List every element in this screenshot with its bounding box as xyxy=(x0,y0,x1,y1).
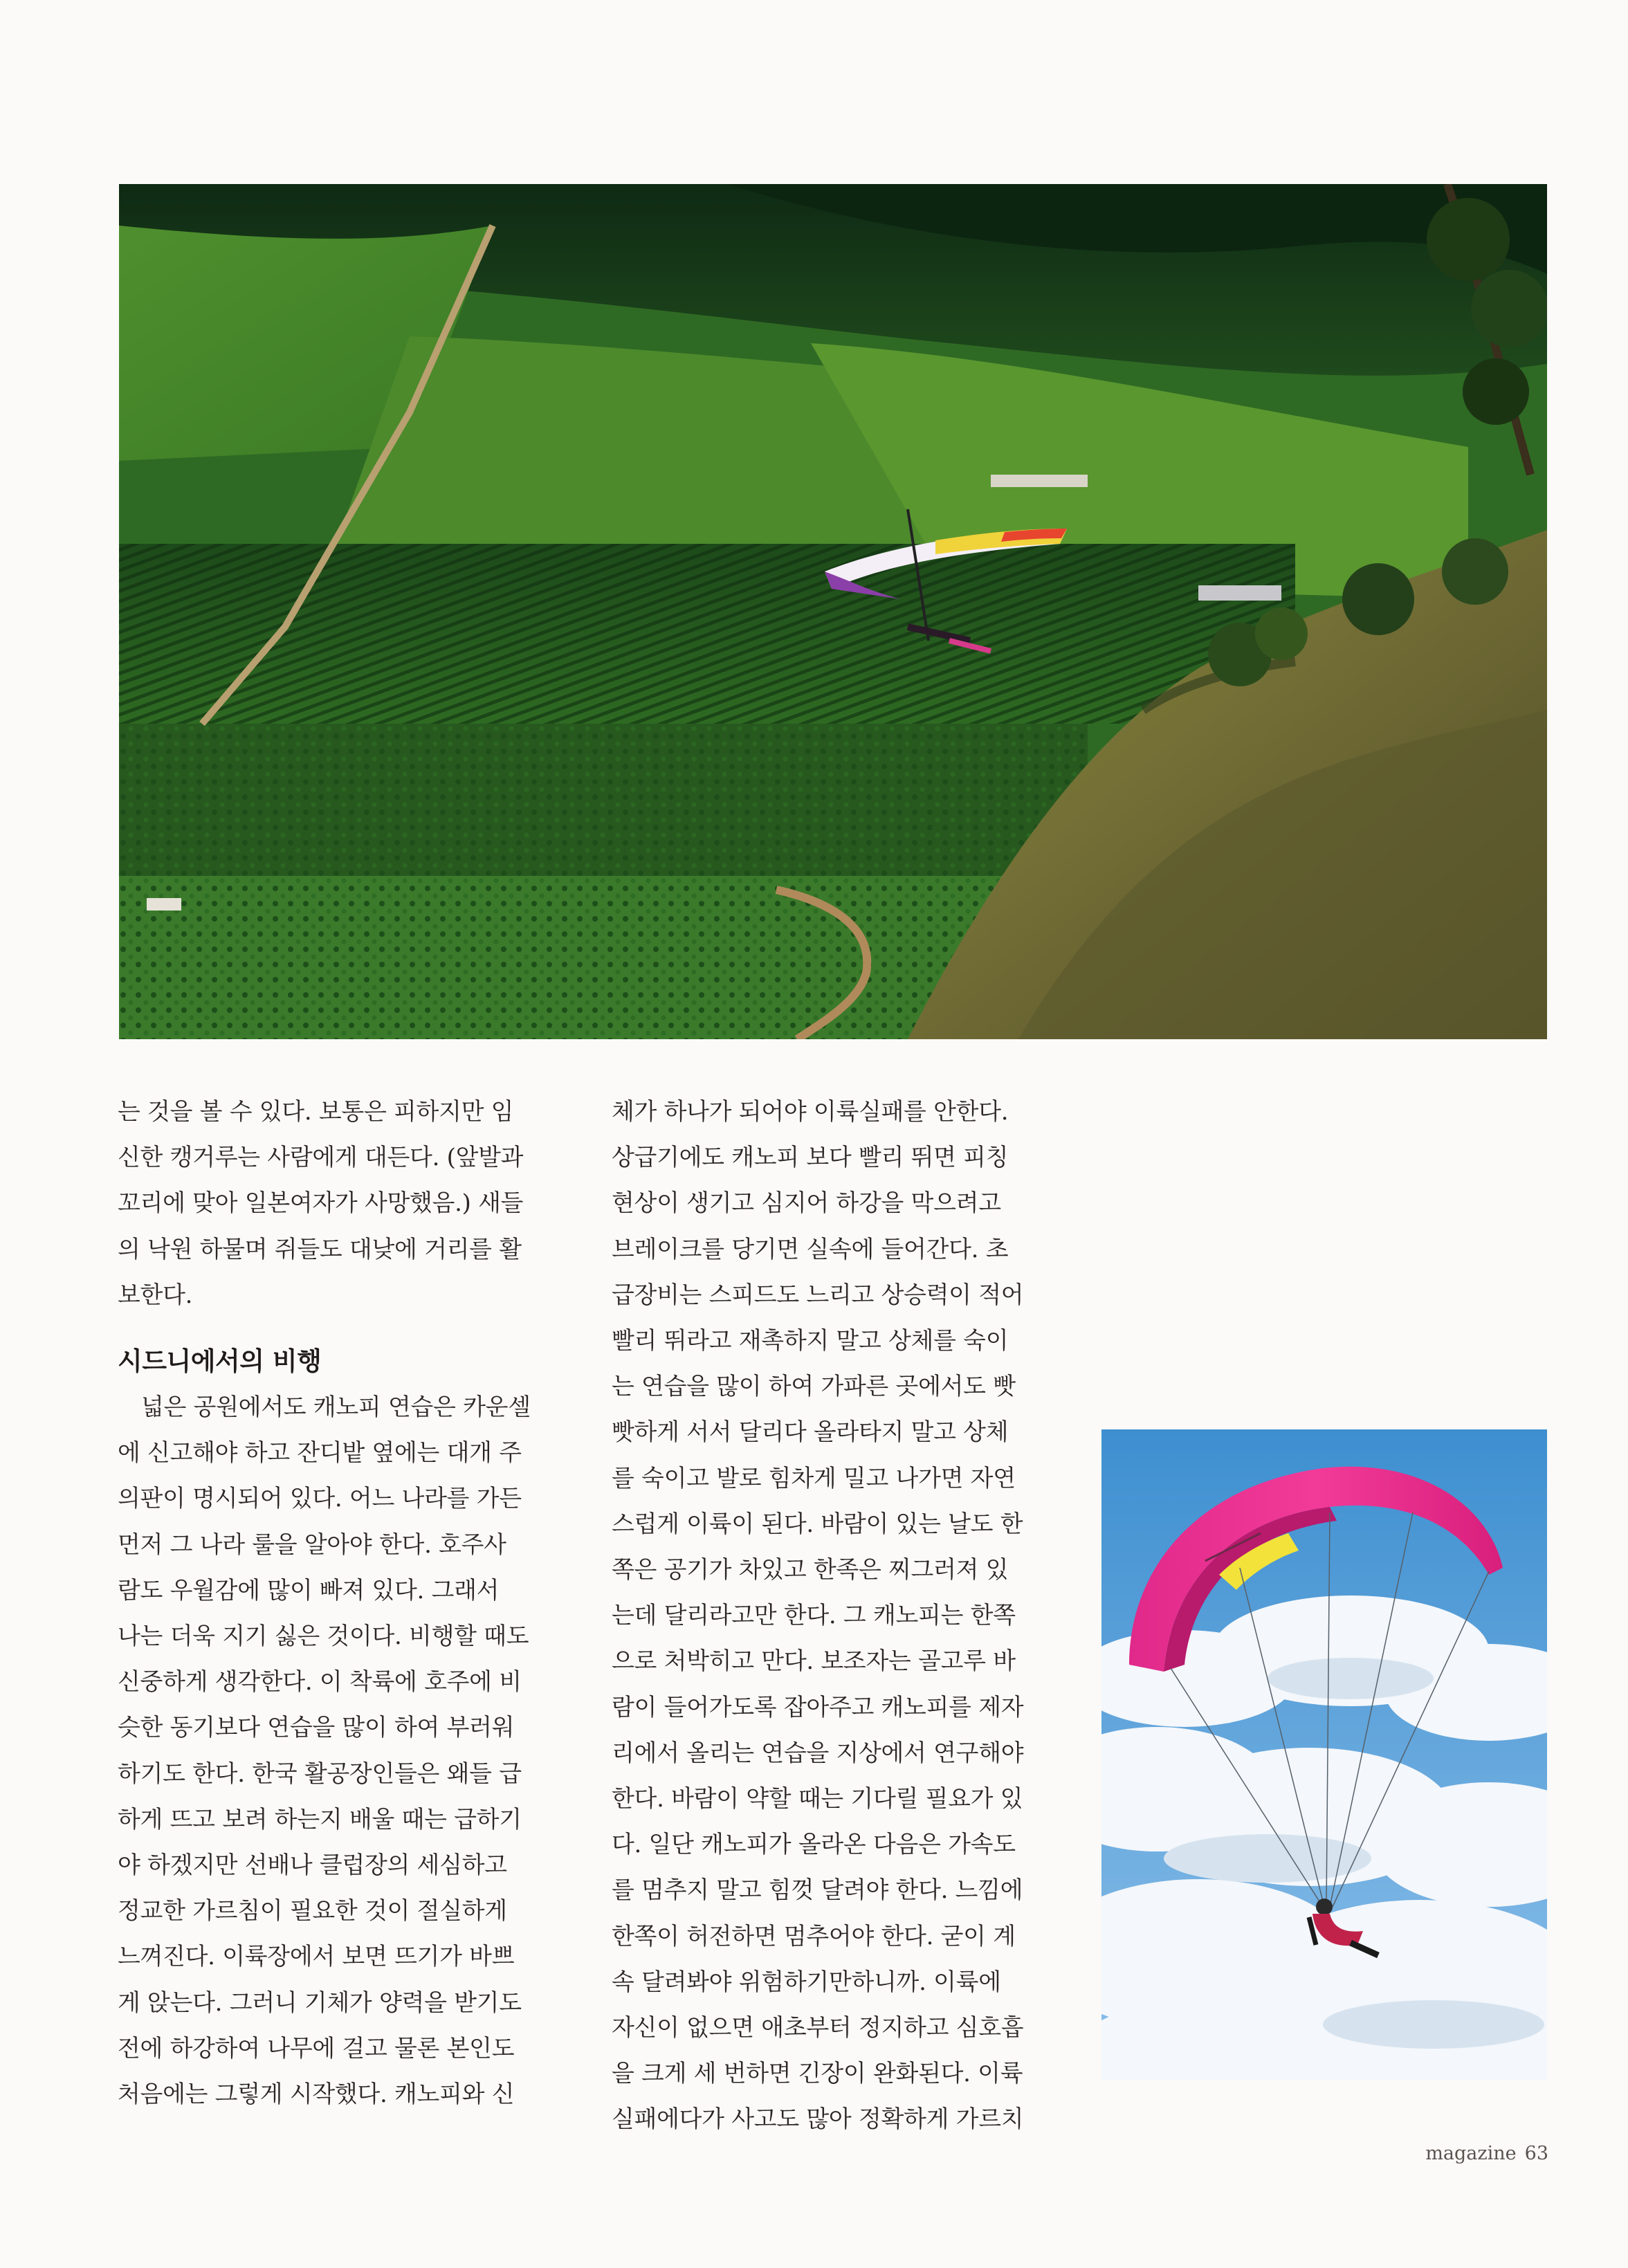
text-column-middle xyxy=(612,1089,1054,2143)
text-column-left xyxy=(118,1089,560,2117)
section-heading: 시드니에서의 비행 xyxy=(118,1346,322,1377)
hang-glider-valley-photo xyxy=(119,184,1547,1039)
body-paragraph: 는 것을 볼 수 있다. 보통은 피하지만 임 신한 캥거루는 사람에게 대든다. (앞발과 꼬리에 맞아 일본여자가 사망했음.) 새들 의 낙원 하물며 쥐들도 대낮에 거리를 활 보한다. xyxy=(118,1098,524,1309)
magazine-name: magazine xyxy=(1425,2143,1517,2164)
paraglider-photo xyxy=(1101,1429,1547,2080)
page-number: 63 xyxy=(1524,2143,1548,2164)
body-paragraph: 넓은 공원에서도 캐노피 연습은 카운셀 에 신고해야 하고 잔디밭 옆에는 대개 주 의판이 명시되어 있다. 어느 나라를 가든 먼저 그 나라 룰을 알아야 한다. 호주사 람도 우월감에 많이 빠져 있다. 그래서 나는 더욱 지기 싫은 것이다. 비행할 때도 신중하게 생각한다. 이 착륙에 호주에 비 슷한 동기보다 연습을 많이 하여 부러워 하기도 한다. 한국 활공장인들은 왜들 급 하게 뜨고 보려 하는지 배울 때는 급하기 야 하겠지만 선배나 클럽장의 세심하고 정교한 가르침이 필요한 것이 절실하게 느껴진다. 이륙장에서 보면 뜨기가 바쁘 게 앉는다. 그러니 기체가 양력을 받기도 전에 하강하여 나무에 걸고 물론 본인도 처음에는 그렇게 시작했다. 캐노피와 신 xyxy=(118,1393,531,2109)
page-folio xyxy=(1391,2143,1548,2164)
body-paragraph: 체가 하나가 되어야 이륙실패를 안한다. 상급기에도 캐노피 보다 빨리 뛰면 피칭 현상이 생기고 심지어 하강을 막으려고 브레이크를 당기면 실속에 들어간다. 초 급장비는 스피드도 느리고 상승력이 적어 빨리 뛰라고 재촉하지 말고 상체를 숙이 는 연습을 많이 하여 가파른 곳에서도 빳 빳하게 서서 달리다 올라타지 말고 상체 를 숙이고 발로 힘차게 밀고 나가면 자연 스럽게 이륙이 된다. 바람이 있는 날도 한 쪽은 공기가 차있고 한족은 찌그러져 있 는데 달리라고만 한다. 그 캐노피는 한쪽 으로 처박히고 만다. 보조자는 골고루 바 람이 들어가도록 잡아주고 캐노피를 제자 리에서 올리는 연습을 지상에서 연구해야 한다. 바람이 약할 때는 기다릴 필요가 있 다. 일단 캐노피가 올라온 다음은 가속도 를 멈추지 말고 힘껏 달려야 한다. 느낌에 한쪽이 허전하면 멈추어야 한다. 굳이 계 속 달려봐야 위험하기만하니까. 이륙에 자신이 없으면 애초부터 정지하고 심호흡 을 크게 세 번하면 긴장이 완화된다. 이륙 실패에다가 사고도 많아 정확하게 가르치 xyxy=(612,1098,1024,2134)
